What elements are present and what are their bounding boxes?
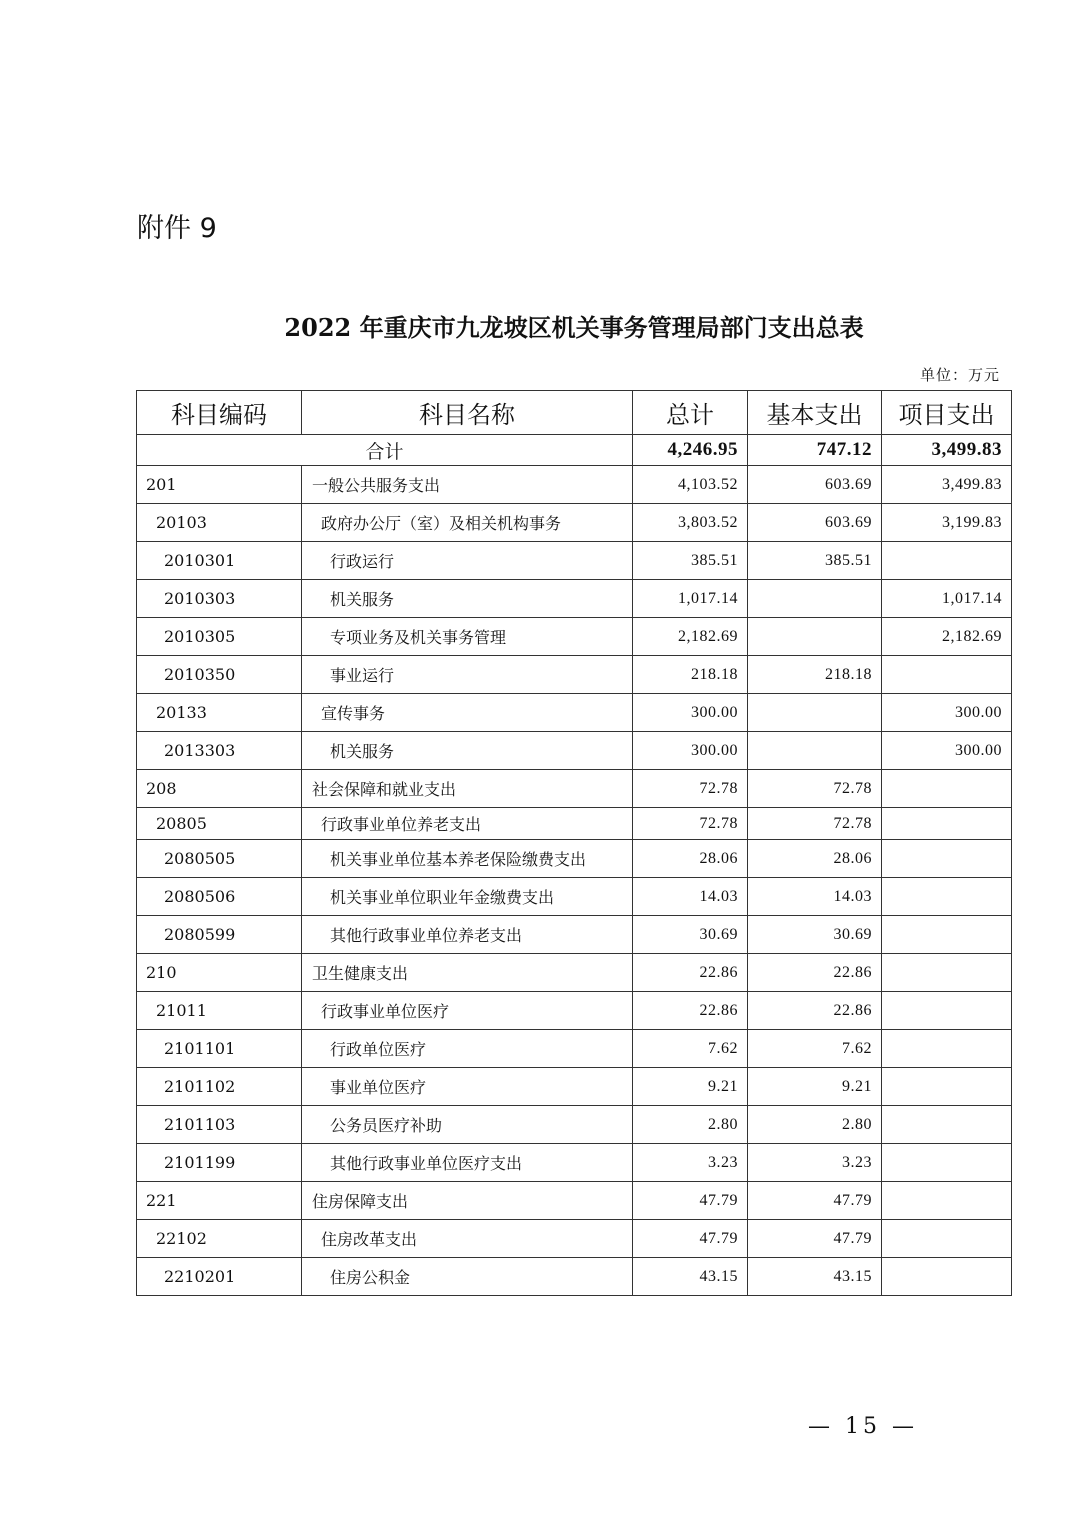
row-name: 其他行政事业单位医疗支出: [302, 1144, 633, 1182]
row-code: 2013303: [137, 732, 302, 770]
row-code: 21011: [137, 992, 302, 1030]
row-basic: 72.78: [748, 770, 882, 808]
row-project: [882, 954, 1012, 992]
table-row: [137, 808, 1012, 840]
row-code: 2010301: [137, 542, 302, 580]
header-code: 科目编码: [137, 391, 302, 435]
row-project: [882, 840, 1012, 878]
total-project: 3,499.83: [882, 435, 1012, 466]
row-code: 2010303: [137, 580, 302, 618]
row-total: 7.62: [633, 1030, 748, 1068]
row-name: 社会保障和就业支出: [302, 770, 633, 808]
row-basic: 28.06: [748, 840, 882, 878]
row-total: 14.03: [633, 878, 748, 916]
table-row: [137, 878, 1012, 916]
row-total: 47.79: [633, 1220, 748, 1258]
row-total: 72.78: [633, 770, 748, 808]
row-name: 机关服务: [302, 732, 633, 770]
row-project: [882, 656, 1012, 694]
row-total: 47.79: [633, 1182, 748, 1220]
table-row: [137, 1068, 1012, 1106]
table-header-row: [137, 391, 1012, 435]
row-basic: 72.78: [748, 808, 882, 840]
row-name: 宣传事务: [302, 694, 633, 732]
row-total: 300.00: [633, 694, 748, 732]
row-code: 2080505: [137, 840, 302, 878]
table-row: [137, 770, 1012, 808]
row-code: 2010305: [137, 618, 302, 656]
table-row: [137, 618, 1012, 656]
row-project: [882, 1106, 1012, 1144]
row-total: 28.06: [633, 840, 748, 878]
row-project: [882, 992, 1012, 1030]
row-name: 行政单位医疗: [302, 1030, 633, 1068]
table-row: [137, 542, 1012, 580]
table-row: [137, 1220, 1012, 1258]
row-code: 22102: [137, 1220, 302, 1258]
row-name: 一般公共服务支出: [302, 466, 633, 504]
row-total: 3.23: [633, 1144, 748, 1182]
row-code: 20133: [137, 694, 302, 732]
row-name: 专项业务及机关事务管理: [302, 618, 633, 656]
row-basic: 3.23: [748, 1144, 882, 1182]
row-code: 201: [137, 466, 302, 504]
row-basic: 14.03: [748, 878, 882, 916]
total-basic: 747.12: [748, 435, 882, 466]
row-name: 政府办公厅（室）及相关机构事务: [302, 504, 633, 542]
row-project: 2,182.69: [882, 618, 1012, 656]
row-code: 20805: [137, 808, 302, 840]
row-project: 3,499.83: [882, 466, 1012, 504]
row-project: [882, 1068, 1012, 1106]
table-row: [137, 656, 1012, 694]
row-code: 2101101: [137, 1030, 302, 1068]
unit-label: 单位：万元: [919, 366, 1000, 384]
row-project: [882, 1144, 1012, 1182]
row-project: 300.00: [882, 694, 1012, 732]
header-total: 总计: [633, 391, 748, 435]
row-total: 2.80: [633, 1106, 748, 1144]
table-row: [137, 916, 1012, 954]
header-project: 项目支出: [882, 391, 1012, 435]
row-name: 其他行政事业单位养老支出: [302, 916, 633, 954]
table-row: [137, 840, 1012, 878]
row-project: [882, 878, 1012, 916]
row-name: 卫生健康支出: [302, 954, 633, 992]
row-code: 2210201: [137, 1258, 302, 1296]
row-name: 公务员医疗补助: [302, 1106, 633, 1144]
row-basic: 30.69: [748, 916, 882, 954]
row-total: 22.86: [633, 954, 748, 992]
row-basic: 43.15: [748, 1258, 882, 1296]
table-row: [137, 1106, 1012, 1144]
total-label: 合计: [137, 435, 633, 466]
page-number: — 15 —: [808, 1414, 918, 1439]
row-name: 住房保障支出: [302, 1182, 633, 1220]
row-name: 行政事业单位养老支出: [302, 808, 633, 840]
row-basic: 47.79: [748, 1220, 882, 1258]
row-basic: 47.79: [748, 1182, 882, 1220]
document-title: 2022 年重庆市九龙坡区机关事务管理局部门支出总表: [284, 313, 864, 342]
row-name: 行政运行: [302, 542, 633, 580]
row-total: 9.21: [633, 1068, 748, 1106]
row-total: 2,182.69: [633, 618, 748, 656]
row-code: 210: [137, 954, 302, 992]
total-amount: 4,246.95: [633, 435, 748, 466]
row-total: 3,803.52: [633, 504, 748, 542]
row-basic: 22.86: [748, 992, 882, 1030]
table-row: [137, 954, 1012, 992]
row-basic: [748, 580, 882, 618]
row-basic: 7.62: [748, 1030, 882, 1068]
row-basic: [748, 694, 882, 732]
row-project: [882, 808, 1012, 840]
row-name: 机关事业单位职业年金缴费支出: [302, 878, 633, 916]
row-code: 2101103: [137, 1106, 302, 1144]
row-code: 20103: [137, 504, 302, 542]
table-row: [137, 1144, 1012, 1182]
total-row: [137, 435, 1012, 466]
row-name: 事业运行: [302, 656, 633, 694]
row-code: 2080506: [137, 878, 302, 916]
row-name: 行政事业单位医疗: [302, 992, 633, 1030]
row-total: 72.78: [633, 808, 748, 840]
row-total: 385.51: [633, 542, 748, 580]
row-project: 3,199.83: [882, 504, 1012, 542]
row-project: [882, 1258, 1012, 1296]
row-project: [882, 916, 1012, 954]
row-total: 43.15: [633, 1258, 748, 1296]
table-row: [137, 1030, 1012, 1068]
row-basic: 22.86: [748, 954, 882, 992]
row-project: [882, 770, 1012, 808]
row-code: 2101199: [137, 1144, 302, 1182]
row-basic: [748, 618, 882, 656]
table-row: [137, 732, 1012, 770]
row-basic: 603.69: [748, 504, 882, 542]
row-basic: 603.69: [748, 466, 882, 504]
row-name: 住房公积金: [302, 1258, 633, 1296]
row-total: 30.69: [633, 916, 748, 954]
row-code: 2101102: [137, 1068, 302, 1106]
row-basic: 218.18: [748, 656, 882, 694]
row-project: [882, 542, 1012, 580]
row-code: 221: [137, 1182, 302, 1220]
row-name: 机关服务: [302, 580, 633, 618]
table-row: [137, 504, 1012, 542]
header-name: 科目名称: [302, 391, 633, 435]
row-code: 208: [137, 770, 302, 808]
row-total: 22.86: [633, 992, 748, 1030]
row-project: 300.00: [882, 732, 1012, 770]
row-total: 4,103.52: [633, 466, 748, 504]
attachment-label: 附件 9: [137, 213, 217, 244]
table-row: [137, 466, 1012, 504]
row-basic: 2.80: [748, 1106, 882, 1144]
row-project: [882, 1030, 1012, 1068]
table-row: [137, 1258, 1012, 1296]
table-row: [137, 992, 1012, 1030]
row-name: 住房改革支出: [302, 1220, 633, 1258]
table-row: [137, 580, 1012, 618]
row-basic: [748, 732, 882, 770]
row-code: 2010350: [137, 656, 302, 694]
row-project: 1,017.14: [882, 580, 1012, 618]
row-total: 218.18: [633, 656, 748, 694]
row-basic: 385.51: [748, 542, 882, 580]
table-row: [137, 1182, 1012, 1220]
row-name: 事业单位医疗: [302, 1068, 633, 1106]
row-code: 2080599: [137, 916, 302, 954]
row-basic: 9.21: [748, 1068, 882, 1106]
header-basic: 基本支出: [748, 391, 882, 435]
row-project: [882, 1220, 1012, 1258]
row-project: [882, 1182, 1012, 1220]
row-total: 1,017.14: [633, 580, 748, 618]
row-total: 300.00: [633, 732, 748, 770]
row-name: 机关事业单位基本养老保险缴费支出: [302, 840, 633, 878]
expenditure-table: [136, 390, 1012, 1296]
table-row: [137, 694, 1012, 732]
